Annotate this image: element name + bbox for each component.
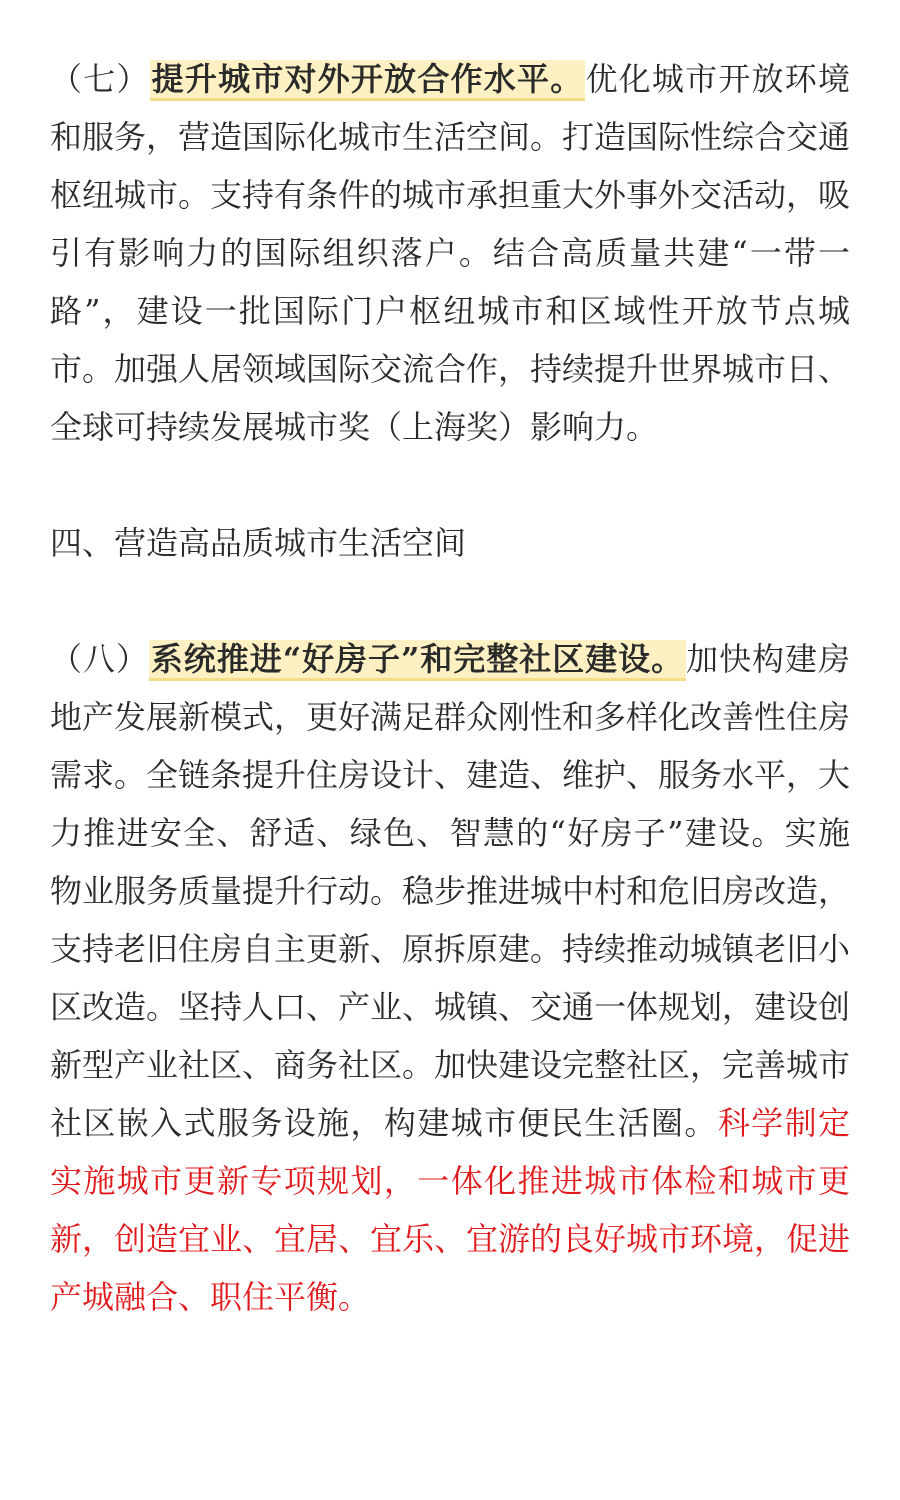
section-7-body: 优化城市开放环境和服务，营造国际化城市生活空间。打造国际性综合交通枢纽城市。支持有条件的城市承担重大外事外交活动，吸引有影响力的国际组织落户。结合高质量共建“一带一路”，建设一批国际门户枢纽城市和区域性开放节点城市。加强人居领域国际交流合作，持续提升世界城市日、全球可持续发展城市奖（上海奖）影响力。: [50, 60, 851, 446]
section-8-red-highlight: 科学制定实施城市更新专项规划，一体化推进城市体检和城市更新，创造宜业、宜居、宜乐、宜游的良好城市环境，促进产城融合、职住平衡。: [50, 1104, 851, 1316]
section-8-number: （八）: [50, 640, 149, 678]
section-8-paragraph: [50, 630, 850, 1326]
blank-line: [50, 572, 850, 630]
section-7-paragraph: [50, 50, 850, 456]
section-8-body: 加快构建房地产发展新模式，更好满足群众刚性和多样化改善性住房需求。全链条提升住房设计、建造、维护、服务水平，大力推进安全、舒适、绿色、智慧的“好房子”建设。实施物业服务质量提升行动。稳步推进城中村和危旧房改造，支持老旧住房自主更新、原拆原建。持续推动城镇老旧小区改造。坚持人口、产业、城镇、交通一体规划，建设创新型产业社区、商务社区。加快建设完整社区，完善城市社区嵌入式服务设施，构建城市便民生活圈。: [50, 640, 851, 1142]
blank-line: [50, 456, 850, 514]
section-7-heading: 提升城市对外开放合作水平。: [150, 60, 586, 101]
section-8-heading: 系统推进“好房子”和完整社区建设。: [149, 640, 686, 681]
section-7-number: （七）: [50, 60, 150, 98]
part-4-title: 四、营造高品质城市生活空间: [50, 524, 467, 562]
article-content: [50, 50, 850, 1326]
